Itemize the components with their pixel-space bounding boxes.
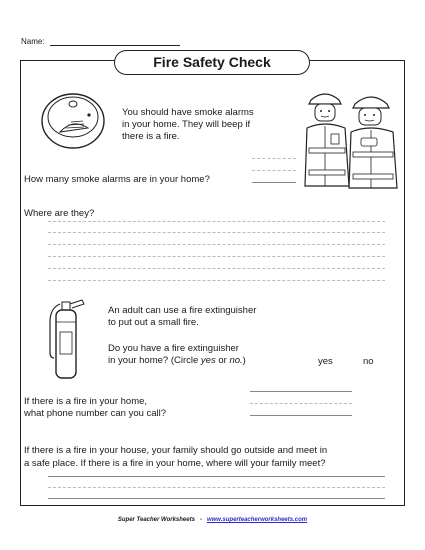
answer-line	[250, 403, 352, 404]
answer-line	[48, 268, 385, 269]
question-or: or	[215, 355, 230, 366]
smoke-alarm-location-question: Where are they?	[24, 208, 95, 219]
answer-line	[252, 158, 296, 159]
smoke-alarm-intro-line: You should have smoke alarms	[122, 107, 254, 118]
phone-question-line: If there is a fire in your home,	[24, 396, 148, 407]
phone-answer[interactable]	[250, 391, 352, 392]
answer-line	[48, 244, 385, 245]
smoke-alarm-intro-line: there is a fire.	[122, 131, 180, 142]
page-title: Fire Safety Check	[114, 50, 310, 75]
smoke-alarm-icon	[38, 90, 108, 152]
name-label: Name:	[21, 37, 45, 46]
meeting-answer[interactable]	[48, 498, 385, 499]
smoke-alarm-count-answer[interactable]	[252, 182, 296, 183]
firefighters-illustration	[303, 86, 403, 192]
footer-separator: -	[199, 517, 202, 523]
question-no: no.	[229, 355, 243, 366]
meeting-question-line: If there is a fire in your house, your family should go outside and meet in	[24, 445, 328, 456]
footer	[0, 517, 425, 523]
smoke-alarm-location-answer[interactable]	[48, 256, 385, 257]
meeting-question-line: a safe place. If there is a fire in your home, where will your family meet?	[24, 458, 326, 469]
answer-line	[48, 221, 385, 222]
smoke-alarm-count-question: How many smoke alarms are in your home?	[24, 174, 210, 185]
answer-line	[48, 487, 385, 488]
question-close: )	[242, 355, 246, 366]
smoke-alarm-location-answer[interactable]	[48, 232, 385, 233]
meeting-answer[interactable]	[48, 476, 385, 477]
option-yes[interactable]: yes	[318, 356, 333, 367]
name-field[interactable]	[50, 45, 180, 46]
phone-question-line: what phone number can you call?	[24, 408, 167, 419]
smoke-alarm-location-answer[interactable]	[48, 280, 385, 281]
fire-extinguisher-icon	[46, 292, 94, 382]
question-yes: yes	[200, 355, 216, 366]
smoke-alarm-intro-line: in your home. They will beep if	[122, 119, 251, 130]
footer-brand: Super Teacher Worksheets	[117, 517, 195, 523]
phone-answer[interactable]	[250, 415, 352, 416]
footer-link[interactable]: www.superteacherworksheets.com	[206, 517, 308, 523]
answer-line	[252, 170, 296, 171]
extinguisher-intro-line: to put out a small fire.	[108, 317, 199, 328]
extinguisher-question-line	[108, 355, 246, 367]
extinguisher-question-line: Do you have a fire extinguisher	[108, 343, 239, 354]
question-prefix: in your home? (Circle	[108, 355, 201, 366]
extinguisher-intro-line: An adult can use a fire extinguisher	[108, 305, 257, 316]
option-no[interactable]: no	[363, 356, 374, 367]
